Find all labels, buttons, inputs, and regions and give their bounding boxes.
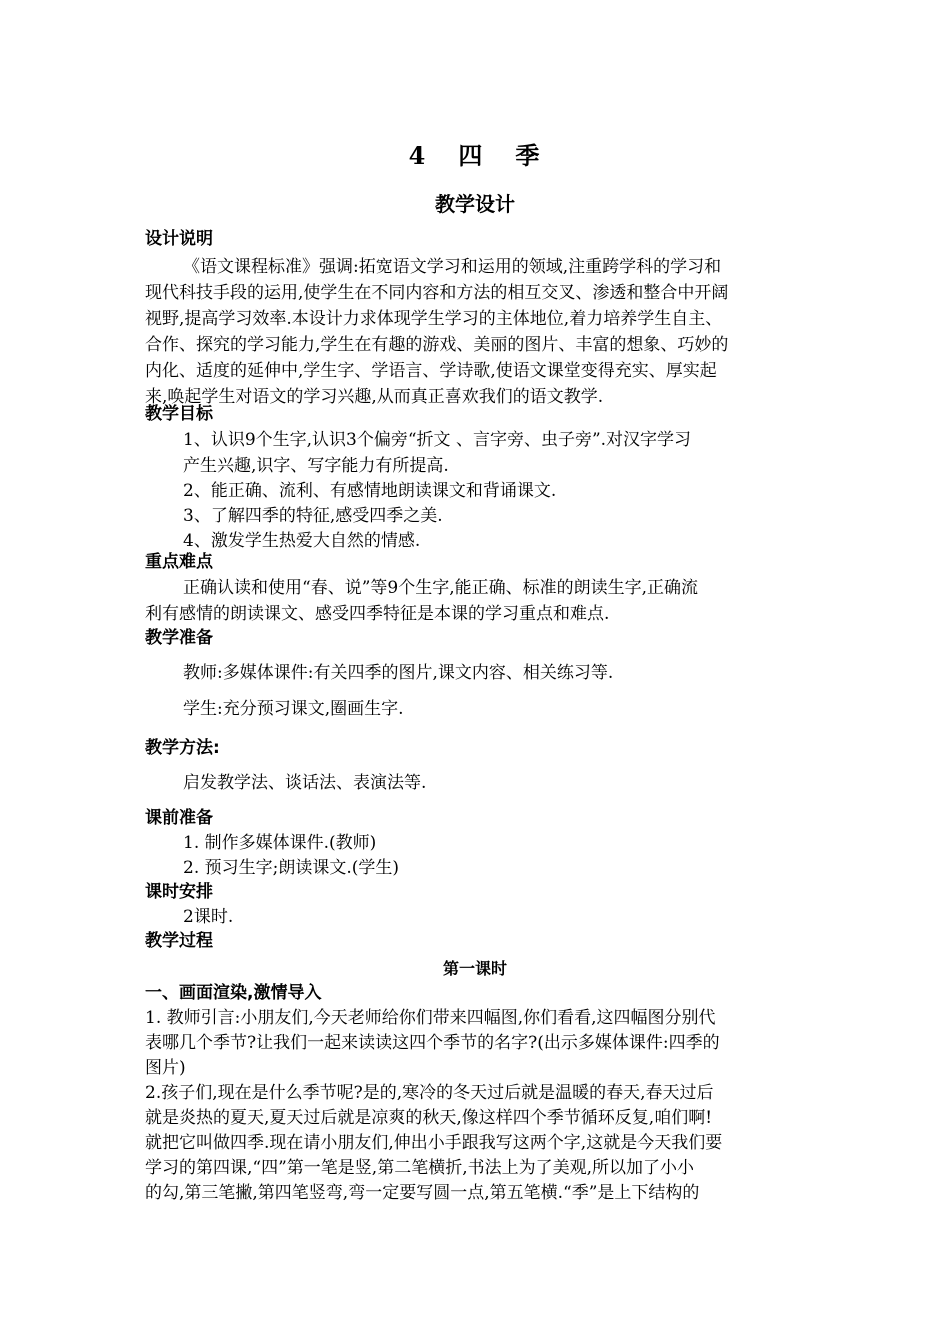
goal-line: 4、激发学生热爱大自然的情感.	[183, 531, 421, 551]
document-subtitle: 教学设计	[435, 192, 515, 216]
process-line: 就把它叫做四季.现在请小朋友们,伸出小手跟我写这两个字,这就是今天我们要	[145, 1133, 723, 1153]
process-line: 表哪几个季节?让我们一起来读读这四个季节的名字?(出示多媒体课件:四季的	[145, 1033, 720, 1053]
method-line: 启发教学法、谈话法、表演法等.	[183, 773, 427, 793]
process-line: 学习的第四课,“四”第一笔是竖,第二笔横折,书法上为了美观,所以加了小小	[145, 1158, 694, 1178]
section-heading-schedule: 课时安排	[145, 882, 213, 902]
process-line: 的勾,第三笔撇,第四笔竖弯,弯一定要写圆一点,第五笔横.“季”是上下结构的	[145, 1183, 700, 1203]
key-point-line: 利有感情的朗读课文、感受四季特征是本课的学习重点和难点.	[145, 604, 610, 624]
pre-class-line: 1. 制作多媒体课件.(教师)	[183, 833, 377, 853]
goal-line: 2、能正确、流利、有感情地朗读课文和背诵课文.	[183, 481, 557, 501]
process-line: 1. 教师引言:小朋友们,今天老师给你们带来四幅图,你们看看,这四幅图分别代	[145, 1008, 716, 1028]
goal-line: 产生兴趣,识字、写字能力有所提高.	[183, 456, 449, 476]
process-line: 就是炎热的夏天,夏天过后就是凉爽的秋天,像这样四个季节循环反复,咱们啊!	[145, 1108, 713, 1128]
step-heading: 一、画面渲染,激情导入	[145, 983, 322, 1003]
section-heading-key-points: 重点难点	[145, 552, 213, 572]
lesson-period-title: 第一课时	[442, 959, 507, 978]
design-note-line: 合作、探究的学习能力,学生在有趣的游戏、美丽的图片、丰富的想象、巧妙的	[145, 335, 729, 355]
process-line: 图片)	[145, 1058, 186, 1078]
process-line: 2.孩子们,现在是什么季节呢?是的,寒冷的冬天过后就是温暖的春天,春天过后	[145, 1083, 714, 1103]
schedule-line: 2课时.	[183, 907, 234, 927]
section-heading-methods: 教学方法:	[145, 738, 220, 758]
design-note-line: 内化、适度的延伸中,学生字、学语言、学诗歌,使语文课堂变得充实、厚实起	[145, 361, 717, 381]
section-heading-process: 教学过程	[145, 931, 213, 951]
section-heading-goals: 教学目标	[145, 404, 213, 424]
design-note-line: 《语文课程标准》强调:拓宽语文学习和运用的领域,注重跨学科的学习和	[183, 257, 722, 277]
goal-line: 3、了解四季的特征,感受四季之美.	[183, 506, 443, 526]
design-note-line: 视野,提高学习效率.本设计力求体现学生学习的主体地位,着力培养学生自主、	[145, 309, 723, 329]
pre-class-line: 2. 预习生字;朗读课文.(学生)	[183, 858, 400, 878]
preparation-line: 学生:充分预习课文,圈画生字.	[183, 699, 404, 719]
section-heading-preparation: 教学准备	[145, 628, 213, 648]
section-heading-pre-class: 课前准备	[145, 808, 213, 828]
preparation-line: 教师:多媒体课件:有关四季的图片,课文内容、相关练习等.	[183, 663, 614, 683]
key-point-line: 正确认读和使用“春、说”等9个生字,能正确、标准的朗读生字,正确流	[183, 578, 699, 598]
goal-line: 1、认识9个生字,认识3个偏旁“折文 、言字旁、虫子旁”.对汉字学习	[183, 430, 692, 450]
design-note-line: 来,唤起学生对语文的学习兴趣,从而真正喜欢我们的语文教学.	[145, 387, 604, 407]
lesson-title: 4 四 季	[408, 141, 542, 170]
design-note-line: 现代科技手段的运用,使学生在不同内容和方法的相互交叉、渗透和整合中开阔	[145, 283, 729, 303]
section-heading-design-note: 设计说明	[145, 229, 213, 249]
